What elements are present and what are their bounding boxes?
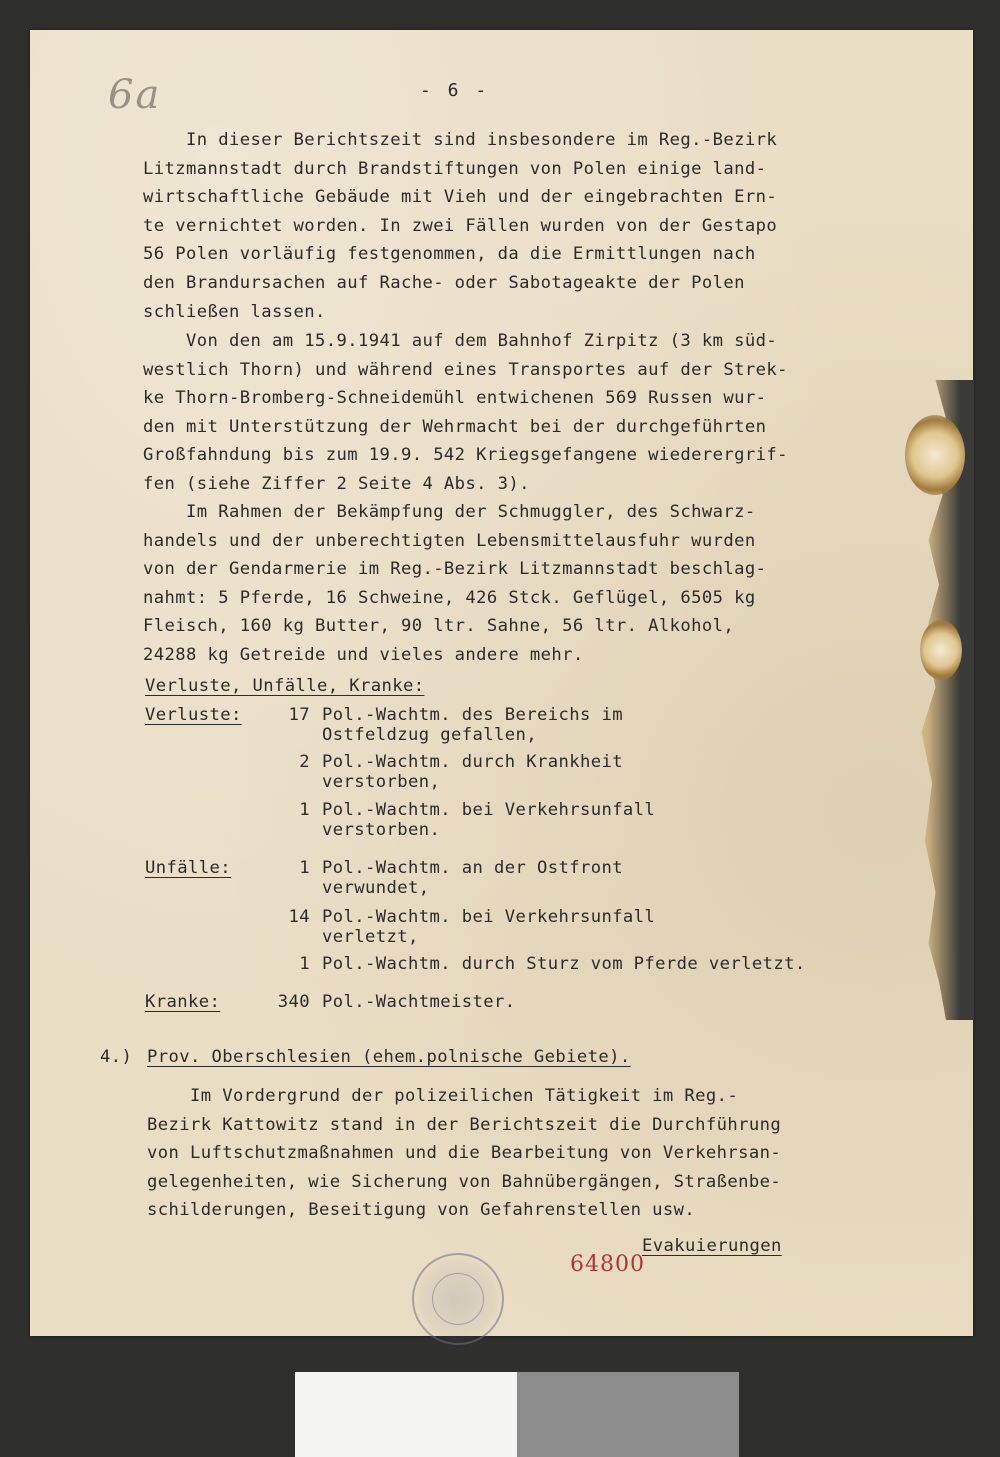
unfaelle-entry-1: Pol.-Wachtm. an der Ostfront verwundet, bbox=[322, 858, 623, 898]
handwritten-note: 6a bbox=[108, 72, 162, 118]
color-calibration-gray bbox=[517, 1372, 739, 1457]
color-calibration-white bbox=[295, 1372, 517, 1457]
catchword: Evakuierungen bbox=[642, 1236, 782, 1256]
paragraph-smuggling: Im Rahmen der Bekämpfung der Schmuggler, des Schwarz- handels und der unberechtigten Lebensmittelausfuhr wurden von der Gendarmerie im Reg.-Bezirk Litzmannstadt beschlag- nahmt: 5 Pferde, 16 Schweine, 426 Stck. Geflügel, 6505 kg Fleisch, 160 kg Butter, 90 ltr. Sahne, 56 ltr. Alkohol, 24288 kg Getreide und vieles andere mehr. bbox=[143, 502, 767, 665]
archive-stamp-number: 64800 bbox=[570, 1252, 645, 1277]
verluste-count-3: 1 bbox=[299, 800, 310, 820]
archive-seal bbox=[412, 1253, 504, 1345]
paragraph-kattowitz: Im Vordergrund der polizeilichen Tätigkeit im Reg.- Bezirk Kattowitz stand in der Berichtszeit die Durchführung von Luftschutzmaßnahmen und die Bearbeitung von Verkehrsan- gelegenheiten, wie Sicherung von Bahnübergängen, Straßenbe- schilderungen, Beseitigung von Gefahrenstellen usw. bbox=[147, 1086, 782, 1221]
unfaelle-entry-3: Pol.-Wachtm. durch Sturz vom Pferde verletzt. bbox=[322, 954, 806, 974]
kranke-count: 340 bbox=[277, 992, 310, 1012]
unfaelle-count-1: 1 bbox=[299, 858, 310, 878]
unfaelle-count-3: 1 bbox=[299, 954, 310, 974]
unfaelle-count-2: 14 bbox=[288, 907, 310, 927]
kranke-entry: Pol.-Wachtmeister. bbox=[322, 992, 516, 1012]
section-number: 4.) bbox=[100, 1047, 133, 1067]
verluste-entry-1: Pol.-Wachtm. des Bereichs im Ostfeldzug gefallen, bbox=[322, 705, 623, 745]
paragraph-arson: In dieser Berichtszeit sind insbesondere im Reg.-Bezirk Litzmannstadt durch Brandstiftungen von Polen einige land- wirtschaftliche Gebäude mit Vieh und der eingebrachten Ern- te vernichtet worden. In zwei Fällen wurden von der Gestapo 56 Polen vorläufig festgenommen, da die Ermittlungen nach den Brandursachen auf Rache- oder Sabotageakte der Polen schließen lassen. bbox=[143, 130, 778, 322]
casualties-heading: Verluste, Unfälle, Kranke: bbox=[145, 676, 425, 696]
burn-hole-upper bbox=[905, 415, 965, 495]
burn-hole-middle bbox=[920, 620, 962, 680]
paragraph-escaped-prisoners: Von den am 15.9.1941 auf dem Bahnhof Zirpitz (3 km süd- westlich Thorn) und während eines Transportes auf der Strek- ke Thorn-Bromberg-Schneidemühl entwichenen 569 Russen wur- den mit Unterstützung der Wehrmacht bei der durchgeführten Großfahndung bis zum 19.9. 542 Kriegsgefangene wiederergrif- fen (siehe Ziffer 2 Seite 4 Abs. 3). bbox=[143, 331, 788, 494]
unfaelle-entry-2: Pol.-Wachtm. bei Verkehrsunfall verletzt, bbox=[322, 907, 656, 947]
unfaelle-label: Unfälle: bbox=[145, 858, 231, 878]
section-title: Prov. Oberschlesien (ehem.polnische Gebiete). bbox=[147, 1047, 631, 1067]
verluste-entry-2: Pol.-Wachtm. durch Krankheit verstorben, bbox=[322, 752, 623, 792]
verluste-label: Verluste: bbox=[145, 705, 242, 725]
page-number: - 6 - bbox=[420, 80, 490, 101]
kranke-label: Kranke: bbox=[145, 992, 221, 1012]
verluste-count-2: 2 bbox=[299, 752, 310, 772]
verluste-entry-3: Pol.-Wachtm. bei Verkehrsunfall verstorben. bbox=[322, 800, 656, 840]
verluste-count-1: 17 bbox=[288, 705, 310, 725]
